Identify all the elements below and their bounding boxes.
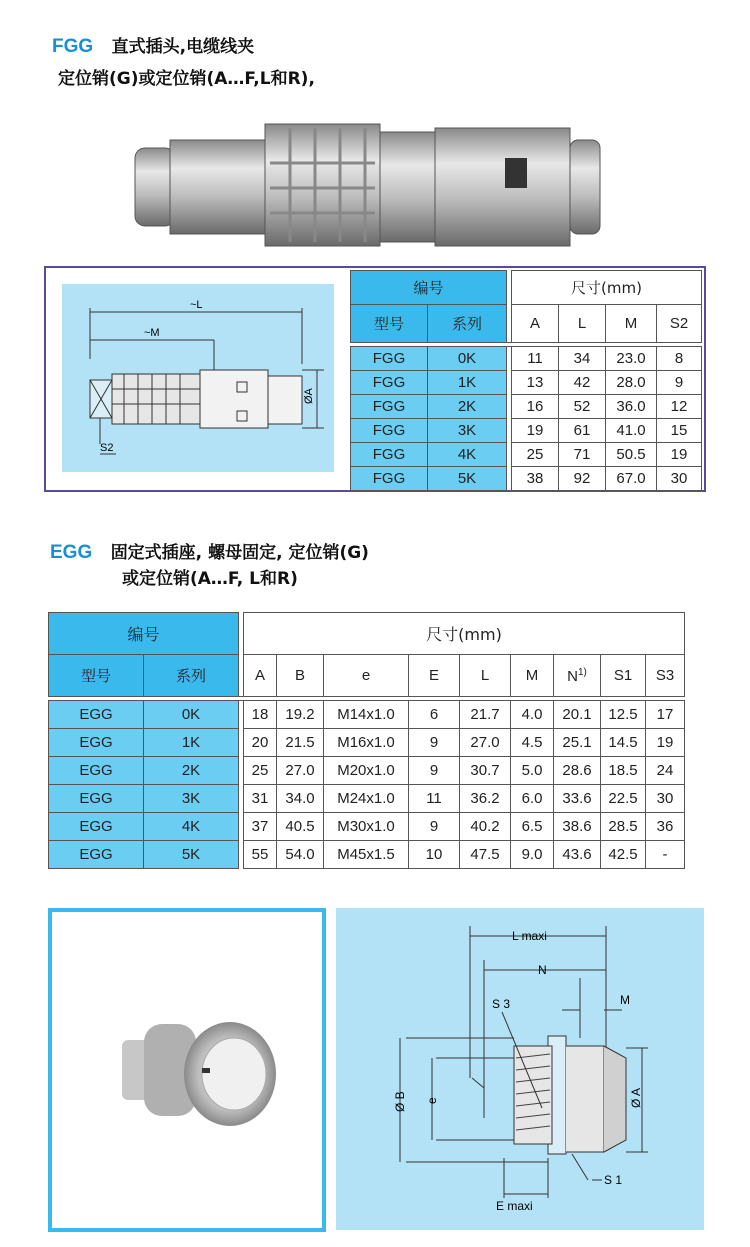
cell: 55 — [244, 841, 277, 869]
cell: FGG — [351, 347, 428, 371]
fgg-heading — [52, 32, 254, 58]
fgg-row — [351, 371, 702, 395]
egg-row — [49, 785, 685, 813]
cell: 11 — [512, 347, 559, 371]
egg-col-series: 系列 — [144, 655, 239, 697]
cell: 5.0 — [511, 757, 554, 785]
cell: M45x1.5 — [324, 841, 409, 869]
cell: 52 — [559, 395, 606, 419]
fgg-row — [351, 443, 702, 467]
egg-label-S3: S 3 — [492, 997, 511, 1011]
cell: 5K — [428, 467, 507, 491]
cell: 17 — [646, 701, 685, 729]
cell: 9 — [409, 729, 460, 757]
cell: 6.5 — [511, 813, 554, 841]
fgg-col-L: L — [559, 305, 606, 343]
cell: 25.1 — [554, 729, 601, 757]
cell: 24 — [646, 757, 685, 785]
egg-title-line2: 或定位销(A…F, L和R) — [122, 569, 298, 589]
cell: 54.0 — [277, 841, 324, 869]
cell: 9 — [657, 371, 702, 395]
cell: 16 — [512, 395, 559, 419]
cell: 19 — [657, 443, 702, 467]
egg-col-A: A — [244, 655, 277, 697]
cell: 27.0 — [277, 757, 324, 785]
cell: 0K — [144, 701, 239, 729]
cell: 50.5 — [606, 443, 657, 467]
cell: 41.0 — [606, 419, 657, 443]
cell: EGG — [49, 757, 144, 785]
cell: EGG — [49, 729, 144, 757]
fgg-row — [351, 467, 702, 491]
cell: 30 — [646, 785, 685, 813]
cell: 31 — [244, 785, 277, 813]
cell: 30 — [657, 467, 702, 491]
egg-label-M: M — [620, 993, 630, 1007]
egg-drawing-panel — [336, 908, 704, 1230]
cell: M24x1.0 — [324, 785, 409, 813]
cell: 5K — [144, 841, 239, 869]
egg-table — [48, 612, 685, 869]
cell: EGG — [49, 701, 144, 729]
cell: 40.2 — [460, 813, 511, 841]
egg-col-N — [554, 655, 601, 697]
fgg-row — [351, 395, 702, 419]
fgg-title-line1: 直式插头,电缆线夹 — [111, 37, 255, 57]
cell: M30x1.0 — [324, 813, 409, 841]
cell: 21.7 — [460, 701, 511, 729]
egg-row — [49, 757, 685, 785]
cell: 71 — [559, 443, 606, 467]
cell: - — [646, 841, 685, 869]
cell: 6.0 — [511, 785, 554, 813]
cell: 19 — [512, 419, 559, 443]
cell: FGG — [351, 395, 428, 419]
fgg-row — [351, 347, 702, 371]
cell: 19 — [646, 729, 685, 757]
cell: 67.0 — [606, 467, 657, 491]
cell: 13 — [512, 371, 559, 395]
egg-label-Lmaxi: L maxi — [512, 929, 547, 943]
cell: M14x1.0 — [324, 701, 409, 729]
cell: 34 — [559, 347, 606, 371]
cell: 92 — [559, 467, 606, 491]
cell: M20x1.0 — [324, 757, 409, 785]
egg-heading — [50, 538, 369, 564]
egg-row — [49, 701, 685, 729]
cell: 40.5 — [277, 813, 324, 841]
egg-code: EGG — [50, 542, 93, 563]
cell: 4.5 — [511, 729, 554, 757]
cell: 3K — [428, 419, 507, 443]
cell: 20 — [244, 729, 277, 757]
egg-row — [49, 729, 685, 757]
egg-col-N-footnote: 1) — [577, 666, 587, 678]
cell: 12 — [657, 395, 702, 419]
cell: 25 — [512, 443, 559, 467]
cell: 9 — [409, 813, 460, 841]
fgg-dimension-drawing — [62, 284, 334, 472]
fgg-group-code: 编号 — [351, 271, 507, 305]
egg-label-Emaxi: E maxi — [496, 1199, 533, 1213]
egg-group-code: 编号 — [49, 613, 239, 655]
cell: 0K — [428, 347, 507, 371]
egg-label-A: Ø A — [629, 1087, 643, 1108]
egg-col-S1: S1 — [601, 655, 646, 697]
cell: 28.0 — [606, 371, 657, 395]
egg-col-E: E — [409, 655, 460, 697]
cell: 20.1 — [554, 701, 601, 729]
cell: 33.6 — [554, 785, 601, 813]
cell: FGG — [351, 443, 428, 467]
egg-group-dims: 尺寸(mm) — [244, 613, 685, 655]
cell: 36 — [646, 813, 685, 841]
egg-label-N: N — [538, 963, 547, 977]
fgg-col-S2: S2 — [657, 305, 702, 343]
cell: 4.0 — [511, 701, 554, 729]
fgg-col-M: M — [606, 305, 657, 343]
cell: 38 — [512, 467, 559, 491]
cell: FGG — [351, 371, 428, 395]
fgg-table — [350, 270, 702, 491]
cell: 28.6 — [554, 757, 601, 785]
cell: 2K — [428, 395, 507, 419]
cell: 42 — [559, 371, 606, 395]
cell: 9 — [409, 757, 460, 785]
cell: 47.5 — [460, 841, 511, 869]
cell: 14.5 — [601, 729, 646, 757]
cell: 11 — [409, 785, 460, 813]
egg-title-line1: 固定式插座, 螺母固定, 定位销(G) — [110, 543, 369, 563]
egg-col-M: M — [511, 655, 554, 697]
fgg-col-A: A — [512, 305, 559, 343]
fgg-label-S2: S2 — [100, 442, 114, 454]
cell: 43.6 — [554, 841, 601, 869]
cell: 3K — [144, 785, 239, 813]
cell: 36.2 — [460, 785, 511, 813]
egg-label-B: Ø B — [393, 1091, 407, 1112]
fgg-connector-photo — [130, 118, 610, 250]
fgg-title-line2: 定位销(G)或定位销(A…F,L和R), — [58, 69, 315, 89]
egg-row — [49, 841, 685, 869]
cell: 30.7 — [460, 757, 511, 785]
cell: EGG — [49, 841, 144, 869]
cell: 37 — [244, 813, 277, 841]
cell: 1K — [144, 729, 239, 757]
cell: 36.0 — [606, 395, 657, 419]
cell: 2K — [144, 757, 239, 785]
cell: 21.5 — [277, 729, 324, 757]
fgg-label-A: ØA — [303, 388, 315, 404]
cell: 10 — [409, 841, 460, 869]
cell: 23.0 — [606, 347, 657, 371]
cell: 4K — [144, 813, 239, 841]
egg-dimension-drawing — [336, 908, 704, 1230]
fgg-col-type: 型号 — [351, 305, 428, 343]
fgg-label-M: ~M — [144, 327, 160, 339]
cell: 34.0 — [277, 785, 324, 813]
cell: 18 — [244, 701, 277, 729]
fgg-drawing-panel — [62, 284, 334, 472]
cell: 28.5 — [601, 813, 646, 841]
cell: 25 — [244, 757, 277, 785]
egg-col-type: 型号 — [49, 655, 144, 697]
cell: 19.2 — [277, 701, 324, 729]
cell: M16x1.0 — [324, 729, 409, 757]
fgg-group-dims: 尺寸(mm) — [512, 271, 702, 305]
egg-col-B: B — [277, 655, 324, 697]
egg-col-N-label: N — [567, 667, 578, 685]
cell: 8 — [657, 347, 702, 371]
fgg-col-series: 系列 — [428, 305, 507, 343]
cell: 1K — [428, 371, 507, 395]
cell: 12.5 — [601, 701, 646, 729]
cell: FGG — [351, 419, 428, 443]
fgg-code: FGG — [52, 36, 94, 57]
cell: 22.5 — [601, 785, 646, 813]
cell: 38.6 — [554, 813, 601, 841]
egg-label-e: e — [425, 1097, 439, 1104]
egg-col-e: e — [324, 655, 409, 697]
cell: EGG — [49, 813, 144, 841]
cell: 6 — [409, 701, 460, 729]
cell: 27.0 — [460, 729, 511, 757]
fgg-label-L: ~L — [190, 299, 203, 311]
cell: 9.0 — [511, 841, 554, 869]
fgg-row — [351, 419, 702, 443]
cell: 15 — [657, 419, 702, 443]
cell: 61 — [559, 419, 606, 443]
egg-socket-photo — [52, 912, 322, 1228]
egg-col-L: L — [460, 655, 511, 697]
cell: 4K — [428, 443, 507, 467]
cell: EGG — [49, 785, 144, 813]
egg-label-S1: S 1 — [604, 1173, 623, 1187]
egg-col-S3: S3 — [646, 655, 685, 697]
egg-row — [49, 813, 685, 841]
cell: 18.5 — [601, 757, 646, 785]
egg-photo-panel — [48, 908, 326, 1232]
cell: 42.5 — [601, 841, 646, 869]
cell: FGG — [351, 467, 428, 491]
